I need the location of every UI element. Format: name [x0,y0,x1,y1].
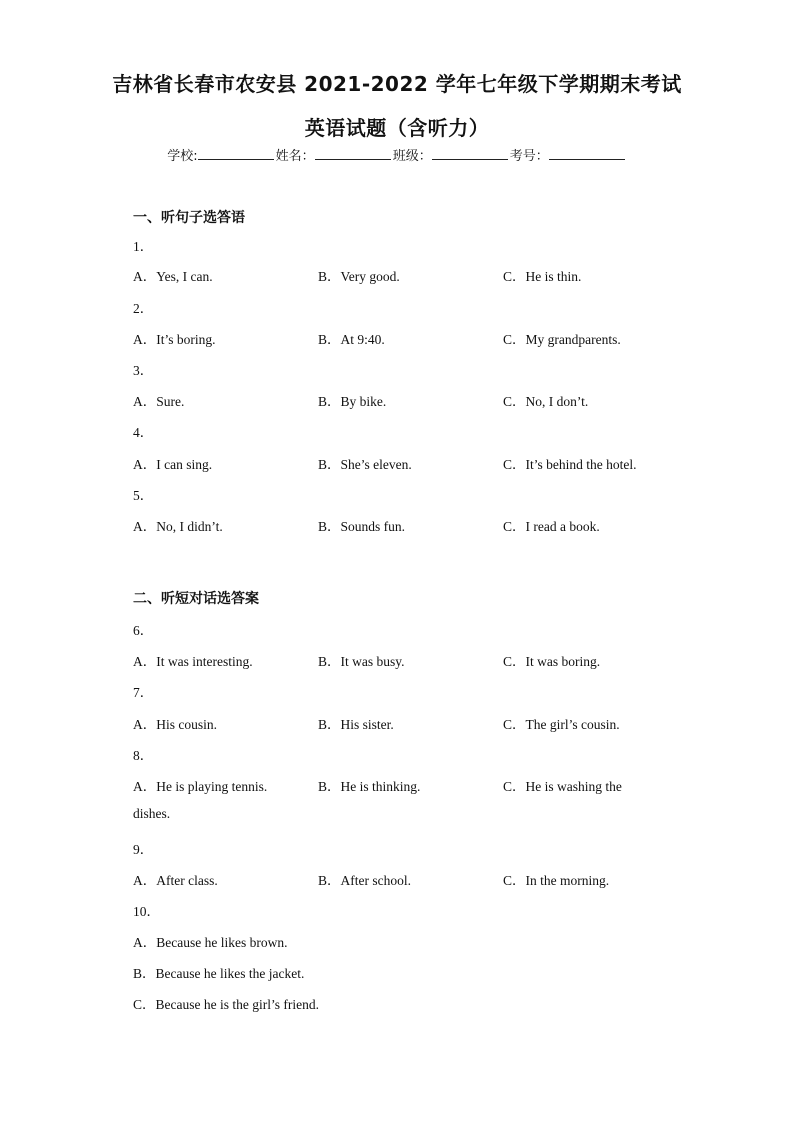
name-blank[interactable] [315,147,391,160]
option-c: C．He is washing the [503,779,622,794]
option-b: B．After school. [318,873,411,888]
option-c: C．Because he is the girl’s friend. [133,997,319,1012]
option-c-continuation: dishes. [133,806,171,821]
question-number: 5． [133,488,154,503]
question-number: 4． [133,425,154,440]
option-a: A．It’s boring. [133,332,216,347]
exam-title: 吉林省长春市农安县 2021-2022 学年七年级下学期期末考试 [112,72,682,96]
option-b: B．He is thinking. [318,779,421,794]
option-c: C．In the morning. [503,873,610,888]
option-a: A．No, I didn’t. [133,519,223,534]
question-number: 6． [133,623,154,638]
option-b: B．Very good. [318,269,400,284]
name-label: 姓名： [275,149,315,164]
section-1-heading: 一、听句子选答语 [133,210,245,226]
option-a: A．Sure. [133,394,185,409]
option-b: B．His sister. [318,717,394,732]
option-a: A．Yes, I can. [133,269,213,284]
option-b: B．It was busy. [318,654,405,669]
option-b: B．Sounds fun. [318,519,406,534]
school-label: 学校: [167,149,198,164]
question-number: 10． [133,904,160,919]
option-b: B．She’s eleven. [318,457,412,472]
option-a: A．Because he likes brown. [133,935,288,950]
option-b: B．Because he likes the jacket. [133,966,305,981]
option-b: B．At 9:40. [318,332,385,347]
exam-subtitle: 英语试题（含听力） [304,116,490,140]
option-c: C．My grandparents. [503,332,621,347]
question-number: 8． [133,748,154,763]
student-info-row [0,145,794,164]
number-blank[interactable] [549,147,625,160]
option-a: A．After class. [133,873,218,888]
option-c: C．He is thin. [503,269,582,284]
option-a: A．He is playing tennis. [133,779,268,794]
question-number: 2． [133,301,154,316]
option-c: C．No, I don’t. [503,394,589,409]
option-c: C．The girl’s cousin. [503,717,620,732]
option-c: C．It was boring. [503,654,601,669]
number-label: 考号： [509,149,549,164]
class-label: 班级： [392,149,432,164]
question-number: 1． [133,239,154,254]
question-number: 9． [133,842,154,857]
option-c: C．It’s behind the hotel. [503,457,637,472]
option-a: A．I can sing. [133,457,213,472]
question-number: 7． [133,685,154,700]
option-b: B．By bike. [318,394,387,409]
option-c: C．I read a book. [503,519,600,534]
option-a: A．His cousin. [133,717,217,732]
section-2-heading: 二、听短对话选答案 [133,591,259,607]
school-blank[interactable] [198,147,274,160]
option-a: A．It was interesting. [133,654,253,669]
question-number: 3． [133,363,154,378]
class-blank[interactable] [432,147,508,160]
